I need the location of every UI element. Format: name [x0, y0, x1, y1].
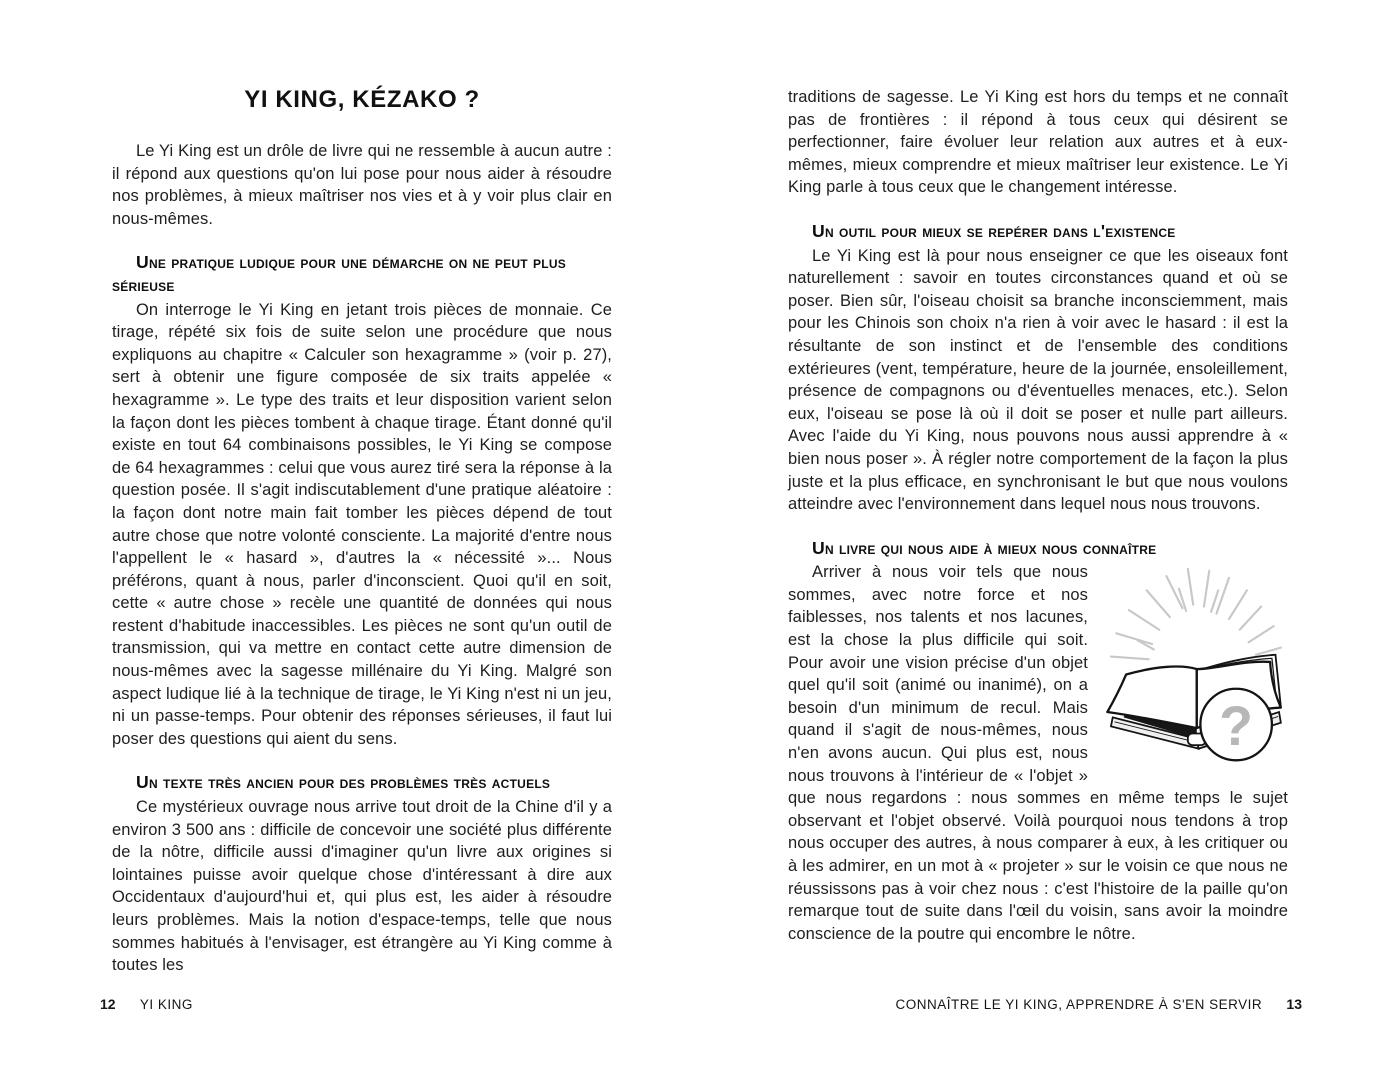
section-paragraph: On interroge le Yi King en jetant trois pièces de monnaie. Ce tirage, répété six fois de suite selon une procédure que nous expliquons au chapitre « Calculer son hexagramme » (voir p. 27), sert à obtenir une figure composée de six traits appelée « hexagramme ». Le type des traits et leur disposition varient selon la façon dont les pièces tombent à chaque tirage. Étant donné qu'il existe en tout 64 combinaisons possibles, le Yi King se compose de 64 hexagrammes : celui que vous aurez tiré sera la réponse à la question posée. Il s'agit indiscutablement d'une pratique aléatoire : la façon dont notre main fait tomber les pièces dépend de tout autre chose que notre volonté consciente. La majorité d'entre nous l'appellent le « hasard », d'autres la « nécessité »... Nous préférons, quant à nous, parler d'inconscient. Quoi qu'il en soit, cette « autre chose » recèle une quantité de données qui nous restent d'habitude inaccessibles. Les pièces ne sont qu'un outil de transmission, qui va mettre en contact cette autre dimension de nous-mêmes avec la sagesse millénaire du Yi King. Malgré son aspect ludique lié à la technique de tirage, le Yi King n'est ni un jeu, ni un passe-temps. Pour obtenir des réponses sérieuses, il faut lui poser des questions qui aient du sens.: [112, 300, 612, 748]
running-title-left: YI KING: [139, 997, 193, 1012]
section-heading: Une pratique ludique pour une démarche on ne peut plus sérieuse: [112, 252, 566, 295]
footer-left: [100, 996, 193, 1012]
section-heading: Un livre qui nous aide à mieux nous connaître: [812, 537, 1157, 558]
open-book-icon: [1102, 563, 1288, 768]
section-paragraph: Le Yi King est là pour nous enseigner ce que les oiseaux font naturellement : savoir en toutes circonstances quand et où se poser. Bien sûr, l'oiseau choisit sa branche inconsciemment, mais pour les Chinois son choix n'a rien à voir avec le hasard : il est la résultante de son instinct et de l'ensemble des conditions extérieures (vent, température, heure de la journée, ensoleillement, présence de compagnons ou d'éventuelles menaces, etc.). Selon eux, l'oiseau se pose là où il doit se poser et nulle part ailleurs. Avec l'aide du Yi King, nous pouvons nous aussi apprendre à « bien nous poser ». À régler notre comportement de la façon la plus juste et la plus efficace, en synchronisant le but que nous voulons atteindre avec l'environnement dans lequel nous nous trouvons.: [788, 246, 1288, 514]
light-rays-icon: [1111, 569, 1281, 659]
intro-paragraph: Le Yi King est un drôle de livre qui ne ressemble à aucun autre : il répond aux questions qu'on lui pose pour nous aider à résoudre nos problèmes, à mieux maîtriser nos vies et à y voir plus clair en nous-mêmes.: [112, 142, 612, 228]
running-title-right: CONNAÎTRE LE YI KING, APPRENDRE À S'EN SERVIR: [895, 997, 1263, 1012]
section-heading: Un outil pour mieux se repérer dans l'existence: [812, 220, 1176, 241]
section-paragraph-text: Arriver à nous voir tels que nous sommes, avec notre force et nos faiblesses, nos talents et nos lacunes, est la chose la plus difficile qui soit. Pour avoir une vision précise d'un objet quel qu'il soit (animé ou inanimé), on a besoin d'un minimum de recul. Mais quand il s'agit de nous-mêmes, nous n'en avons aucun. Qui plus est, nous nous trouvons à l'intérieur de « l'objet » que nous regardons : nous sommes en même temps le sujet observant et l'objet observé. Voilà pourquoi nous tendons à trop nous occuper des autres, à nous comparer à eux, à les critiquer ou à les admirer, en un mot à « projeter » sur le voisin ce que nous ne réussissons pas à voir chez nous : c'est l'histoire de la paille qu'on remarque tout de suite dans l'œil du voisin, sans avoir la moindre conscience de la poutre qui encombre le nôtre.: [788, 563, 1288, 943]
section-paragraph: Ce mystérieux ouvrage nous arrive tout droit de la Chine d'il y a environ 3 500 ans : difficile de concevoir une société plus différente de la nôtre, difficile aussi d'imaginer qu'un livre aux origines si lointaines puisse avoir quelque chose d'intéressant à dire aux Occidentaux d'aujourd'hui et, qui plus est, les aider à résoudre leurs problèmes. Mais la notion d'espace-temps, telle que nous sommes habitués à l'envisager, est étrangère au Yi King comme à toutes les: [112, 798, 612, 975]
chapter-title: YI KING, KÉZAKO ?: [244, 86, 480, 113]
section-heading: Un texte très ancien pour des problèmes très actuels: [136, 772, 551, 793]
section-paragraph-with-illustration: [788, 561, 1288, 945]
page-number-right: 13: [1286, 996, 1302, 1012]
question-mark-icon: ?: [1219, 695, 1254, 758]
continuation-paragraph: traditions de sagesse. Le Yi King est hors du temps et ne connaît pas de frontières : il répond à tous ceux qui désirent se perfectionner, faire évoluer leur relation aux autres et à eux-mêmes, mieux comprendre et mieux maîtriser leur existence. Le Yi King parle à tous ceux que le changement intéresse.: [788, 88, 1288, 197]
page-right: [788, 86, 1288, 945]
footer-right: [895, 996, 1302, 1012]
page-number-left: 12: [100, 996, 116, 1012]
open-book-illustration: [1102, 563, 1288, 768]
page-left: [112, 86, 612, 977]
